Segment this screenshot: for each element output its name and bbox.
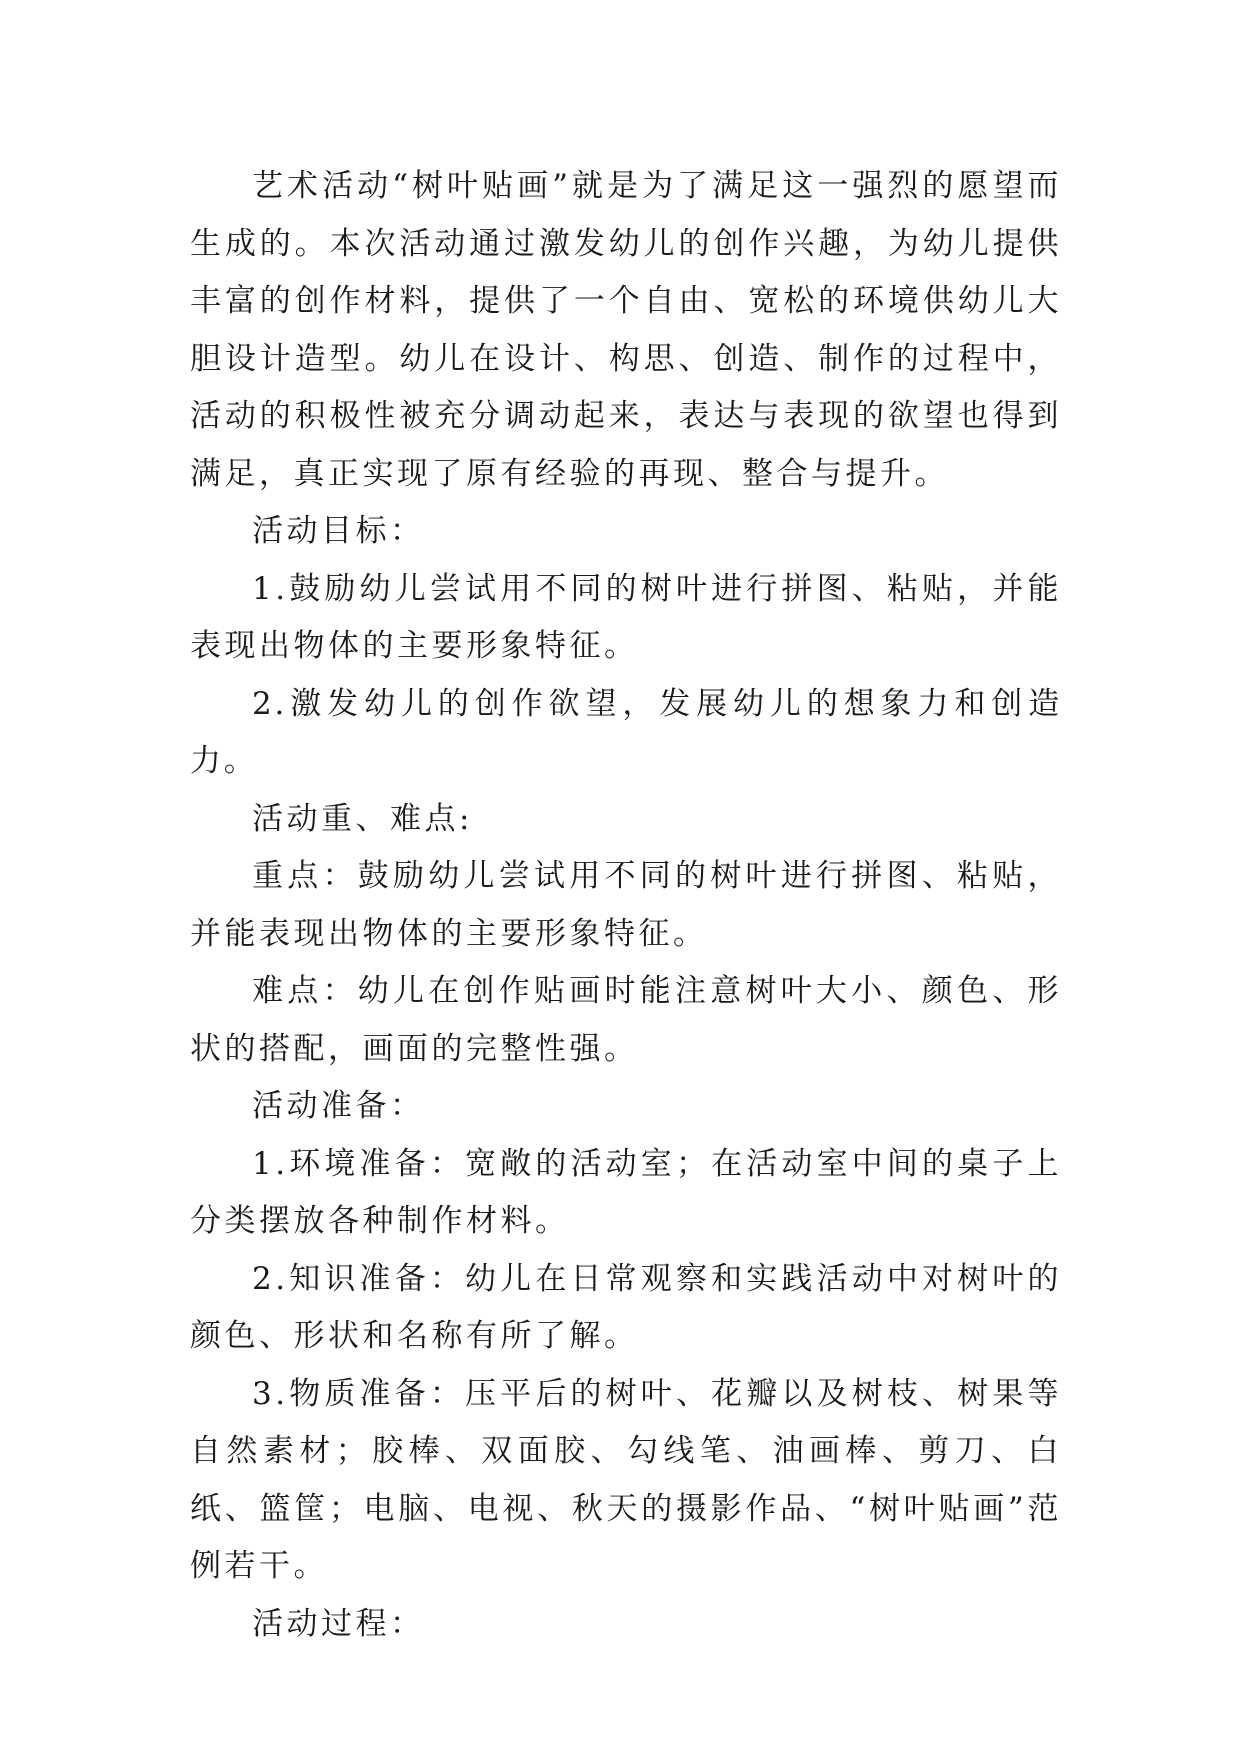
heading-activity-goals: 活动目标：: [252, 513, 425, 549]
key-point: 重点：鼓励幼儿尝试用不同的树叶进行拼图、粘贴，并能表现出物体的主要形象特征。: [190, 858, 1062, 952]
heading-activity-preparation: 活动准备：: [252, 1088, 425, 1124]
goal-item-2: 2.激发幼儿的创作欲望，发展幼儿的想象力和创造力。: [190, 685, 1062, 779]
heading-key-difficult-points: 活动重、难点:: [252, 800, 473, 837]
preparation-item-3: 3.物质准备：压平后的树叶、花瓣以及树枝、树果等自然素材；胶棒、双面胶、勾线笔、油画棒、剪刀、白纸、篮筐；电脑、电视、秋天的摄影作品、“树叶贴画”范例若干。: [190, 1375, 1062, 1584]
paragraph-intro: 艺术活动“树叶贴画”就是为了满足这一强烈的愿望而生成的。本次活动通过激发幼儿的创作兴趣，为幼儿提供丰富的创作材料，提供了一个自由、宽松的环境供幼儿大胆设计造型。幼儿在设计、构思、创造、制作的过程中，活动的积极性被充分调动起来，表达与表现的欲望也得到满足，真正实现了原有经验的再现、整合与提升。: [190, 168, 1062, 492]
heading-activity-process: 活动过程：: [252, 1605, 425, 1642]
goal-item-1: 1.鼓励幼儿尝试用不同的树叶进行拼图、粘贴，并能表现出物体的主要形象特征。: [190, 570, 1062, 664]
document-body: [190, 158, 1062, 1653]
preparation-item-2: 2.知识准备：幼儿在日常观察和实践活动中对树叶的颜色、形状和名称有所了解。: [190, 1260, 1062, 1354]
preparation-item-1: 1.环境准备：宽敞的活动室；在活动室中间的桌子上分类摆放各种制作材料。: [190, 1145, 1062, 1239]
difficult-point: 难点：幼儿在创作贴画时能注意树叶大小、颜色、形状的搭配，画面的完整性强。: [190, 973, 1062, 1067]
